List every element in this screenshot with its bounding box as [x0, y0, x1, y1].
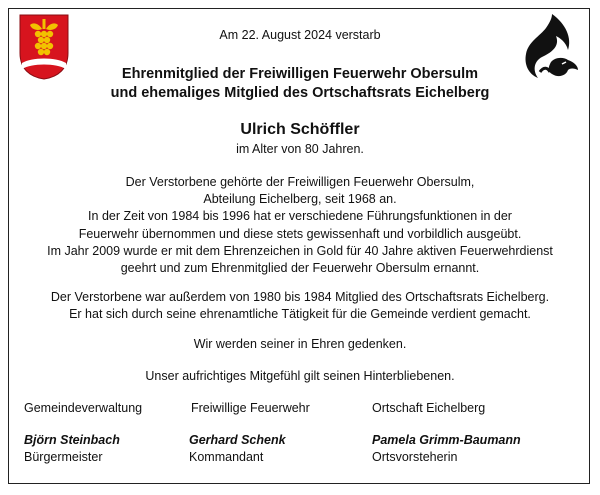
paragraph-line: In der Zeit von 1984 bis 1996 hat er verschiedene Führungsfunktionen in der [88, 209, 512, 224]
signatory-role-mayor: Bürgermeister [24, 450, 103, 464]
signatory-org-municipality: Gemeindeverwaltung [24, 401, 143, 415]
paragraph-line: Der Verstorbene gehörte der Freiwilligen Feuerwehr Obersulm, [125, 175, 475, 189]
title-line-2: und ehemaliges Mitglied des Ortschaftsrats Eichelberg [110, 85, 490, 101]
age-line: im Alter von 80 Jahren. [236, 142, 364, 156]
signatory-name-mayor: Björn Steinbach [24, 433, 120, 447]
paragraph-service [0, 174, 600, 277]
signatory-role-commander: Kommandant [189, 450, 264, 464]
deceased-name: Ulrich Schöffler [240, 121, 360, 138]
paragraph-line: Im Jahr 2009 wurde er mit dem Ehrenzeichen in Gold für 40 Jahre aktiven Feuerwehrdienst [47, 243, 553, 258]
sympathy-line: Unser aufrichtiges Mitgefühl gilt seinen Hinterbliebenen. [145, 369, 455, 383]
closing-line: Wir werden seiner in Ehren gedenken. [193, 337, 407, 351]
paragraph-line: Er hat sich durch seine ehrenamtliche Tätigkeit für die Gemeinde verdient gemacht. [69, 307, 531, 322]
paragraph-line: Der Verstorbene war außerdem von 1980 bis 1984 Mitglied des Ortschaftsrats Eichelberg. [50, 290, 550, 304]
signatory-org-fire-brigade: Freiwillige Feuerwehr [191, 401, 310, 415]
paragraph-council [0, 289, 600, 323]
signatory-role-village-head: Ortsvorsteherin [372, 450, 458, 464]
intro-line: Am 22. August 2024 verstarb [219, 28, 381, 42]
title-line-1: Ehrenmitglied der Freiwilligen Feuerwehr Obersulm [121, 66, 479, 82]
signatory-name-village-head: Pamela Grimm-Baumann [372, 433, 521, 447]
signatory-name-commander: Gerhard Schenk [189, 433, 286, 447]
paragraph-line: geehrt und zum Ehrenmitglied der Feuerwehr Obersulm ernannt. [120, 261, 480, 276]
paragraph-line: Feuerwehr übernommen und diese stets gewissenhaft und vorbildlich ausgeübt. [78, 226, 522, 241]
paragraph-line: Abteilung Eichelberg, seit 1968 an. [203, 192, 397, 207]
signatory-org-village: Ortschaft Eichelberg [372, 401, 486, 415]
